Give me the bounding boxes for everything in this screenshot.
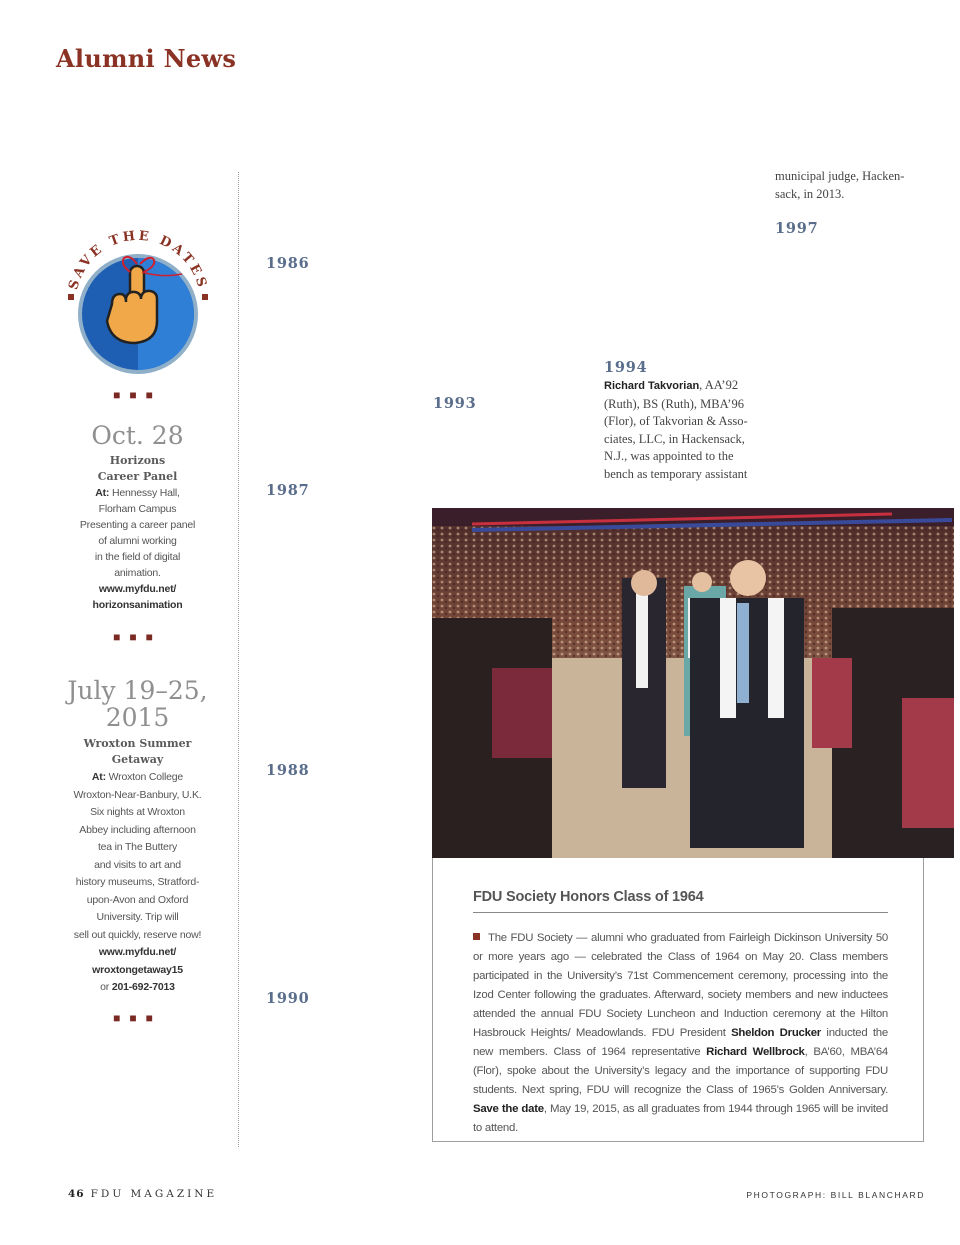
save-the-dates-badge bbox=[58, 222, 218, 382]
separator-dots: ■■■ bbox=[113, 388, 162, 402]
news-item-1994 bbox=[604, 377, 764, 483]
event-line: Florham Campus bbox=[98, 503, 177, 515]
event-link[interactable]: www.myfdu.net/ bbox=[98, 946, 177, 958]
year-heading-1997: 1997 bbox=[775, 220, 819, 237]
event-link[interactable]: www.myfdu.net/ bbox=[98, 583, 177, 595]
event-line: history museums, Stratford- bbox=[75, 876, 200, 888]
square-bullet-icon bbox=[473, 933, 480, 940]
news-item-continued bbox=[775, 168, 925, 203]
sidebar-divider bbox=[238, 172, 239, 1147]
event-line: Presenting a career panel bbox=[79, 519, 196, 531]
page-number: 46 bbox=[68, 1188, 85, 1200]
year-heading-1994: 1994 bbox=[604, 359, 648, 376]
event-link[interactable]: wroxtongetaway15 bbox=[92, 963, 183, 976]
separator-dots: ■■■ bbox=[113, 630, 162, 644]
news-line: bench as temporary assistant bbox=[604, 466, 748, 481]
event-location: At: Wroxton College bbox=[91, 771, 184, 783]
event-link[interactable]: horizonsanimation bbox=[92, 599, 183, 611]
caption-rule bbox=[473, 912, 888, 913]
year-heading-1987: 1987 bbox=[266, 482, 310, 499]
year-heading-1993: 1993 bbox=[433, 395, 477, 412]
magazine-name: FDU MAGAZINE bbox=[90, 1188, 218, 1200]
news-line: (Flor), of Takvorian & Asso- bbox=[604, 414, 748, 428]
event-title-line: Horizons bbox=[109, 454, 166, 467]
section-title: Alumni News bbox=[56, 44, 237, 73]
badge-arc-text: SAVE THE DATES bbox=[66, 228, 210, 292]
event-title-line: Wroxton Summer bbox=[83, 737, 192, 750]
event-line: Six nights at Wroxton bbox=[90, 806, 185, 818]
event-title-line: Getaway bbox=[111, 753, 164, 766]
event-wroxton bbox=[40, 677, 235, 997]
event-line: tea in The Buttery bbox=[97, 841, 178, 853]
event-line: Wroxton-Near-Banbury, U.K. bbox=[73, 788, 202, 801]
event-oct-28 bbox=[40, 422, 235, 613]
page-footer-left bbox=[68, 1188, 217, 1200]
news-line: ciates, LLC, in Hackensack, bbox=[604, 431, 745, 446]
event-line: and visits to art and bbox=[94, 858, 181, 871]
year-heading-1988: 1988 bbox=[266, 762, 310, 779]
event-phone: or 201-692-7013 bbox=[100, 981, 175, 993]
event-location: At: Hennessy Hall, bbox=[95, 487, 180, 499]
event-title-line: Career Panel bbox=[97, 470, 178, 483]
news-line: N.J., was appointed to the bbox=[604, 449, 734, 463]
news-line: (Ruth), BS (Ruth), MBA’96 bbox=[604, 396, 744, 411]
news-line: municipal judge, Hacken- bbox=[775, 169, 905, 183]
event-line: animation. bbox=[114, 567, 161, 579]
news-line: sack, in 2013. bbox=[775, 186, 845, 201]
event-date: Oct. 28 bbox=[91, 421, 184, 450]
event-date: 2015 bbox=[105, 703, 170, 732]
year-heading-1990: 1990 bbox=[266, 990, 310, 1007]
event-line: Abbey including afternoon bbox=[79, 823, 196, 836]
event-line: sell out quickly, reserve now! bbox=[73, 928, 202, 941]
event-line: University. Trip will bbox=[96, 911, 179, 923]
caption-title: FDU Society Honors Class of 1964 bbox=[473, 889, 704, 905]
photo-credit: PHOTOGRAPH: BILL BLANCHARD bbox=[746, 1190, 925, 1200]
news-person-name: Richard Takvorian bbox=[604, 380, 700, 392]
year-heading-1986: 1986 bbox=[266, 255, 310, 272]
event-line: upon-Avon and Oxford bbox=[86, 893, 189, 906]
commencement-photo bbox=[432, 508, 954, 858]
event-line: of alumni working bbox=[98, 535, 177, 547]
news-line: Richard Takvorian, AA’92 bbox=[604, 378, 739, 392]
event-date: July 19–25, bbox=[67, 676, 208, 705]
caption-body: The FDU Society — alumni who graduated from Fairleigh Dickinson University 50 or more years ago — celebrated the Class of 1964 on May 20. Class members participated in the University’s 71st Commencement ceremony, processing into the Izod Center following the graduates. Afterward, society members and new inductees attended the annual FDU Society Luncheon and Induction ceremony at the Hilton Hasbrouck Heights/ Meadowlands. FDU President Sheldon Drucker inducted the new members. Class of 1964 representative Richard Wellbrock, BA’60, MBA’64 (Flor), spoke about the University’s legacy and the importance of supporting FDU students. Next spring, FDU will recognize the Class of 1965’s Golden Anniversary. Save the date, May 19, 2015, as all graduates from 1944 through 1965 will be invited to attend. bbox=[473, 932, 889, 1134]
separator-dots: ■■■ bbox=[113, 1011, 162, 1025]
event-line: in the field of digital bbox=[94, 551, 181, 563]
